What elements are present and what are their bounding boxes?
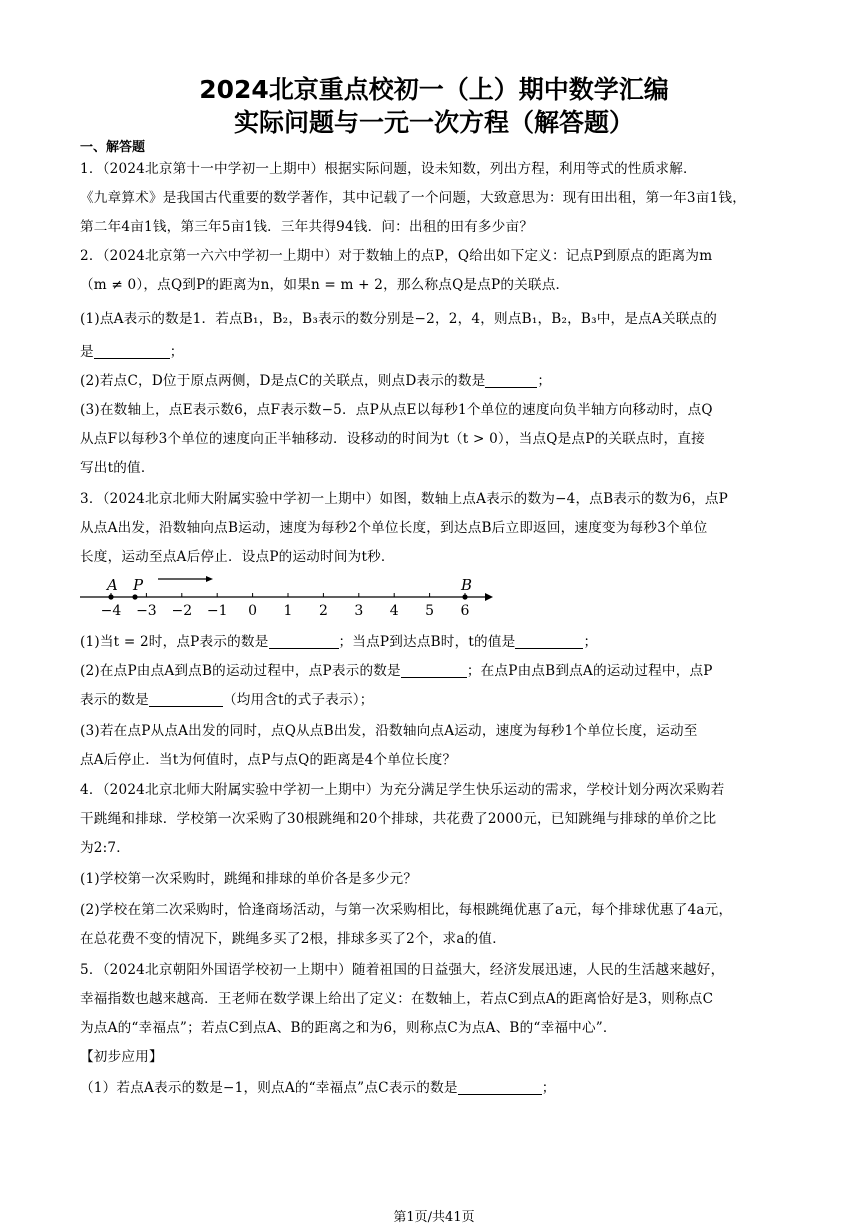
answer-blank[interactable] bbox=[458, 1080, 542, 1095]
q3-part2-c: 表示的数是 bbox=[80, 692, 149, 708]
q2-part3-line1: (3)在数轴上，点E表示数6，点F表示数−5．点P从点E以每秒1个单位的速度向负半轴方向移动时，点Q bbox=[80, 402, 713, 418]
q5-part1-text: （1）若点A表示的数是−1，则点A的“幸福点”点C表示的数是 bbox=[80, 1080, 458, 1096]
tick-label: −1 bbox=[206, 603, 228, 619]
q5-line1: 5．（2024北京朝阳外国语学校初一上期中）随着祖国的日益强大，经济发展迅速，人民的生活越来越好， bbox=[80, 962, 725, 978]
q3-part2-line1 bbox=[80, 659, 713, 679]
point-b bbox=[462, 594, 467, 599]
tick-label: 3 bbox=[354, 603, 364, 619]
tick-label: 6 bbox=[460, 603, 470, 619]
q3-part2-line2 bbox=[80, 688, 374, 708]
q4-part1: (1)学校第一次采购时，跳绳和排球的单价各是多少元？ bbox=[80, 871, 418, 887]
q1-line2: 《九章算术》是我国古代重要的数学著作，其中记载了一个问题，大致意思为：现有田出租，第一年3亩1钱， bbox=[80, 190, 747, 206]
tick-label: −4 bbox=[100, 603, 122, 619]
q2-part3-line3: 写出t的值． bbox=[80, 460, 155, 476]
q4-line3: 为2:7． bbox=[80, 840, 131, 856]
q3-part1-a: (1)当t = 2时，点P表示的数是 bbox=[80, 634, 269, 650]
q4-line1: 4．（2024北京北师大附属实验中学初一上期中）为充分满足学生快乐运动的需求，学校计划分两次采购若 bbox=[80, 782, 725, 798]
label-b: B bbox=[461, 576, 473, 594]
answer-blank[interactable] bbox=[269, 634, 339, 649]
q2-part2 bbox=[80, 369, 551, 389]
q3-part2-b: ；在点P由点B到点A的运动过程中，点P bbox=[466, 663, 713, 679]
q5-subheading: 【初步应用】 bbox=[80, 1049, 163, 1065]
tick-label: −3 bbox=[136, 603, 157, 619]
page-title: 2024北京重点校初一（上）期中数学汇编 bbox=[199, 75, 669, 104]
q5-line3: 为点A的“幸福点”；若点C到点A、B的距离之和为6，则称点C为点A、B的“幸福中心”． bbox=[80, 1020, 617, 1036]
semicolon: ； bbox=[583, 634, 598, 650]
point-a bbox=[108, 594, 113, 599]
page-subtitle: 实际问题与一元一次方程（解答题） bbox=[233, 108, 634, 137]
q1-line1: 1．（2024北京第十一中学初一上期中）根据实际问题，设未知数，列出方程，利用等式的性质求解． bbox=[80, 161, 697, 177]
q3-line2: 从点A出发，沿数轴向点B运动，速度为每秒2个单位长度，到达点B后立即返回，速度变为每秒3个单位 bbox=[80, 520, 708, 536]
answer-blank[interactable] bbox=[515, 634, 583, 649]
q2-line1: 2．（2024北京第一六六中学初一上期中）对于数轴上的点P，Q给出如下定义：记点P到原点的距离为m bbox=[80, 248, 713, 264]
tick-label: 4 bbox=[389, 603, 399, 619]
q3-part1-b: ；当点P到达点B时，t的值是 bbox=[338, 634, 516, 650]
q3-part2-a: (2)在点P由点A到点B的运动过程中，点P表示的数是 bbox=[80, 663, 401, 679]
answer-blank[interactable] bbox=[401, 663, 467, 678]
q2-part2-text: (2)若点C，D位于原点两侧，D是点C的关联点，则点D表示的数是 bbox=[80, 373, 486, 389]
q3-part1 bbox=[80, 630, 597, 650]
q3-part3-line2: 点A后停止．当t为何值时，点P与点Q的距离是4个单位长度？ bbox=[80, 752, 457, 768]
page-footer: 第1页/共41页 bbox=[393, 1210, 475, 1225]
label-a: A bbox=[107, 576, 118, 594]
q3-line3: 长度，运动至点A后停止．设点P的运动时间为t秒． bbox=[80, 549, 395, 565]
q2-part1-line2 bbox=[80, 340, 184, 360]
q3-line1: 3．（2024北京北师大附属实验中学初一上期中）如图，数轴上点A表示的数为−4，点B表示的数为6，点P bbox=[80, 491, 729, 507]
q1-line3: 第二年4亩1钱，第三年5亩1钱．三年共得94钱．问：出租的田有多少亩？ bbox=[80, 219, 534, 235]
answer-blank[interactable] bbox=[485, 373, 537, 388]
q2-part1-prefix: 是 bbox=[80, 344, 94, 360]
tick-label: 5 bbox=[425, 603, 435, 619]
answer-blank[interactable] bbox=[94, 344, 170, 359]
q3-part2-d: （均用含t的式子表示）； bbox=[222, 692, 374, 708]
number-line-figure bbox=[80, 575, 500, 620]
section-heading: 一、解答题 bbox=[80, 140, 146, 155]
semicolon: ； bbox=[537, 373, 552, 389]
q3-part3-line1: (3)若在点P从点A出发的同时，点Q从点B出发，沿数轴向点A运动，速度为每秒1个单位长度，运动至 bbox=[80, 723, 698, 739]
q4-part2-line1: (2)学校在第二次采购时，恰逢商场活动，与第一次采购相比，每根跳绳优惠了a元，每个排球优惠了4a元， bbox=[80, 902, 733, 918]
semicolon: ； bbox=[169, 344, 184, 360]
q4-part2-line2: 在总花费不变的情况下，跳绳多买了2根，排球多买了2个，求a的值． bbox=[80, 931, 507, 947]
q2-line2: （m ≠ 0），点Q到P的距离为n，如果n = m + 2，那么称点Q是点P的关联点． bbox=[80, 277, 570, 293]
tick-label: −2 bbox=[171, 603, 193, 619]
q5-line2: 幸福指数也越来越高．王老师在数学课上给出了定义：在数轴上，若点C到点A的距离恰好是3，则称点C bbox=[80, 991, 714, 1007]
q5-part1 bbox=[80, 1076, 555, 1096]
point-p bbox=[132, 594, 137, 599]
label-p: P bbox=[133, 576, 144, 594]
answer-blank[interactable] bbox=[149, 692, 223, 707]
tick-label: 1 bbox=[283, 603, 293, 619]
tick-label: 0 bbox=[248, 603, 258, 619]
q2-part3-line2: 从点F以每秒3个单位的速度向正半轴移动．设移动的时间为t（t > 0），当点Q是点P的关联点时，直接 bbox=[80, 431, 705, 447]
semicolon: ； bbox=[541, 1080, 556, 1096]
q4-line2: 干跳绳和排球．学校第一次采购了30根跳绳和20个排球，共花费了2000元，已知跳绳与排球的单价之比 bbox=[80, 811, 717, 827]
tick-label: 2 bbox=[318, 603, 328, 619]
q2-part1-line1: (1)点A表示的数是1．若点B₁，B₂，B₃表示的数分别是−2，2，4，则点B₁，B₂，B₃中，是点A关联点的 bbox=[80, 311, 718, 327]
